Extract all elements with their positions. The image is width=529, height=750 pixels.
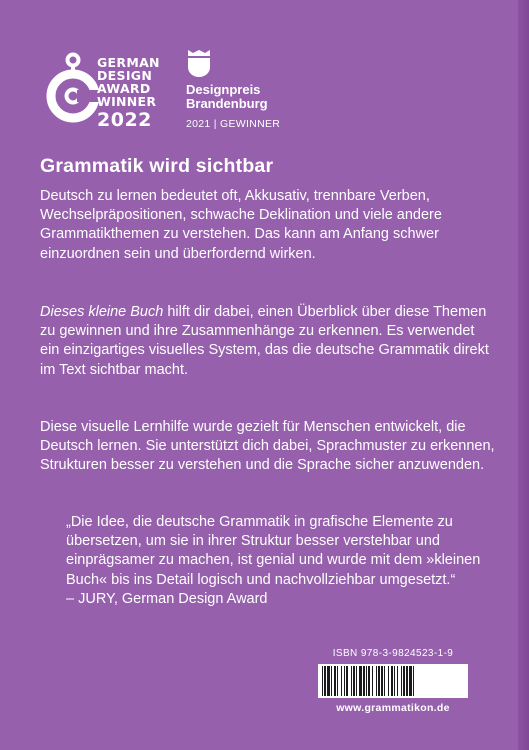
designpreis-year-label: 2021 | GEWINNER xyxy=(186,118,281,130)
barcode-bar xyxy=(413,666,414,696)
barcode-bar xyxy=(403,666,405,696)
designpreis-line1: Designpreis xyxy=(186,82,261,97)
intro-paragraph: Deutsch zu lernen bedeutet oft, Akkusativ, trennbare Verben, Wechselpräpositionen, schwache Deklination und viele andere Grammatikthemen zu verstehen. Das kann am Anfang schwer einzuordnen sein und überfordernd wirken. xyxy=(40,188,442,262)
barcode-bar xyxy=(351,666,352,696)
quote-text: „Die Idee, die deutsche Grammatik in grafische Elemente zu übersetzen, um sie in ihrer Struktur besser verstehbar und einprägsamer zu machen, ist genial und wurde mit dem »kleinen Buch« bis ins Detail logisch und nachvollziehbar umgesetzt.“ xyxy=(66,514,481,588)
award-line-german: GERMAN xyxy=(97,55,160,70)
barcode-bar xyxy=(366,666,367,696)
designpreis-name xyxy=(186,83,268,111)
barcode-bar xyxy=(346,666,348,696)
barcode-bar xyxy=(378,666,380,696)
quote-attribution: – JURY, German Design Award xyxy=(66,590,268,607)
book-description-paragraph xyxy=(40,303,495,380)
barcode-bar xyxy=(376,666,377,696)
barcode-bar xyxy=(394,666,395,696)
award-year: 2022 xyxy=(97,109,152,131)
jury-quote xyxy=(66,513,496,609)
barcode-bar xyxy=(322,666,323,696)
book-title-italic: Dieses kleine Buch xyxy=(40,304,164,320)
designpreis-line2: Brandenburg xyxy=(186,96,268,111)
barcode-bar xyxy=(344,666,345,696)
barcode-bar xyxy=(356,666,357,696)
book-spine-edge xyxy=(518,0,529,750)
award-line-winner: WINNER xyxy=(97,94,157,109)
barcode-bar xyxy=(359,666,362,696)
website-url: www.grammatikon.de xyxy=(336,702,450,714)
barcode-bar xyxy=(397,666,398,696)
barcode-bar xyxy=(384,666,385,696)
book-description-text: hilft dir dabei, einen Überblick über diese Themen zu gewinnen und ihre Zusammenhänge zu erkennen. Es verwendet ein einzigartiges visuelles System, das die deutsche Grammatik direkt im Text sichtbar macht. xyxy=(40,304,489,378)
barcode-bar xyxy=(391,666,393,696)
brandenburg-shield-icon xyxy=(186,49,212,79)
barcode-bar xyxy=(341,666,342,696)
barcode-bar xyxy=(324,666,326,696)
barcode-bar xyxy=(327,666,330,696)
barcode-bar xyxy=(381,666,383,696)
isbn-label: ISBN 978-3-9824523-1-9 xyxy=(332,648,454,659)
barcode-bar xyxy=(353,666,355,696)
page-title: Grammatik wird sichtbar xyxy=(40,155,274,177)
barcode-bar xyxy=(334,666,336,696)
audience-paragraph: Diese visuelle Lernhilfe wurde gezielt für Menschen entwickelt, die Deutsch lernen. Sie unterstützt dich dabei, Sprachmuster zu erkennen, Strukturen besser zu verstehen und die Sprache sicher anzuwenden. xyxy=(40,419,495,474)
barcode-bar xyxy=(372,666,373,696)
barcode-bar xyxy=(337,666,338,696)
barcode-bar xyxy=(363,666,365,696)
isbn-barcode xyxy=(318,664,468,698)
award-line-design: DESIGN xyxy=(97,68,153,83)
barcode-bar xyxy=(401,666,402,696)
barcode-bar xyxy=(368,666,370,696)
barcode-bar xyxy=(406,666,408,696)
barcode-bar xyxy=(388,666,389,696)
barcode-bar xyxy=(331,666,332,696)
award-line-award: AWARD xyxy=(97,81,151,96)
barcode-bar xyxy=(409,666,412,696)
german-design-award-text xyxy=(97,56,160,131)
